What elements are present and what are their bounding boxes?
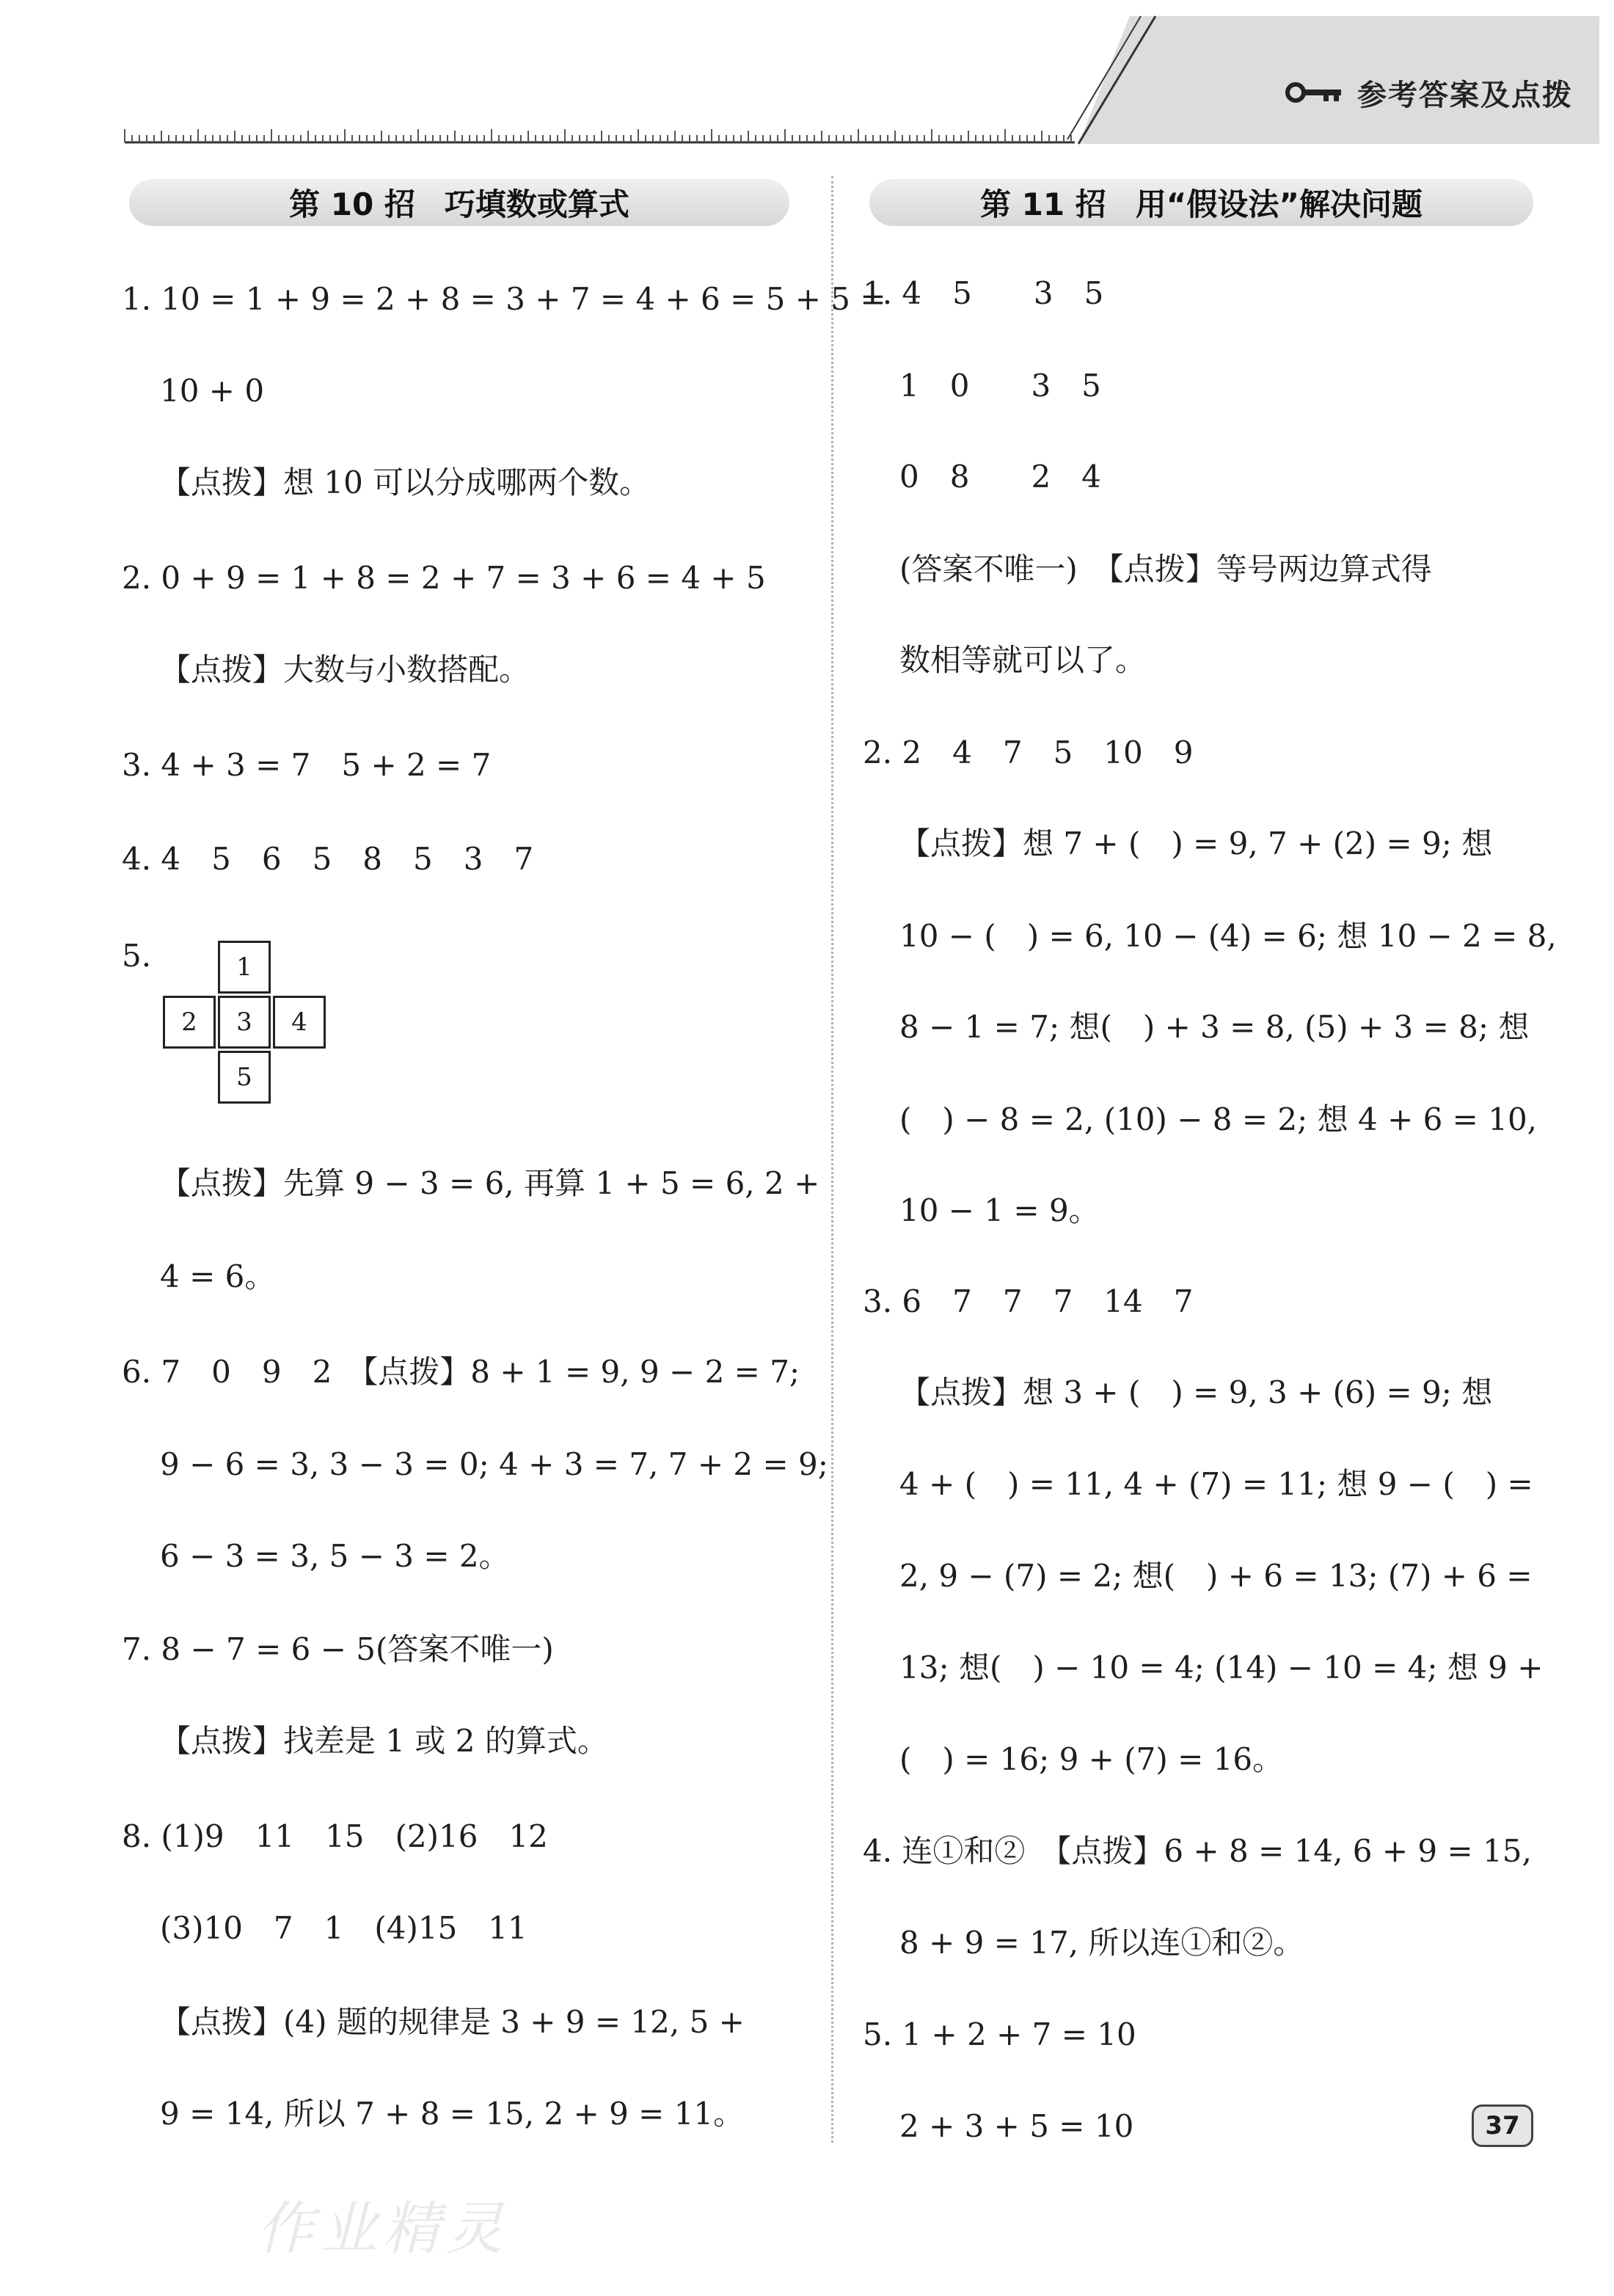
left-line-3: 【点拨】想 10 可以分成哪两个数。: [160, 464, 651, 500]
right-line-1: 1. 4 5 3 5: [863, 275, 1104, 311]
right-line-9: 8 − 1 = 7; 想( ) + 3 = 8, (5) + 3 = 8; 想: [899, 1009, 1530, 1045]
right-line-5: 数相等就可以了。: [899, 642, 1147, 678]
left-line-15: 【点拨】找差是 1 或 2 的算式。: [160, 1723, 608, 1759]
right-line-21: 2 + 3 + 5 = 10: [899, 2108, 1134, 2144]
left-line-14: 7. 8 − 7 = 6 − 5(答案不唯一): [122, 1631, 554, 1667]
key-icon: [1285, 78, 1344, 107]
right-section-number: 第 11 招: [980, 186, 1106, 222]
grid-cell-bottom: 5: [218, 1051, 271, 1104]
right-line-12: 3. 6 7 7 7 14 7: [863, 1283, 1194, 1319]
right-line-6: 2. 2 4 7 5 10 9: [863, 735, 1194, 770]
right-section-title: 用“假设法”解决问题: [1135, 186, 1423, 222]
left-line-4: 2. 0 + 9 = 1 + 8 = 2 + 7 = 3 + 6 = 4 + 5: [122, 560, 766, 596]
right-line-15: 2, 9 − (7) = 2; 想( ) + 6 = 13; (7) + 6 =: [899, 1558, 1533, 1594]
left-line-9: 【点拨】先算 9 − 3 = 6, 再算 1 + 5 = 6, 2 +: [160, 1165, 820, 1201]
grid-cell-left: 2: [163, 996, 216, 1049]
left-line-5: 【点拨】大数与小数搭配。: [160, 652, 530, 688]
left-line-13: 6 − 3 = 3, 5 − 3 = 2。: [160, 1538, 510, 1574]
right-line-4: (答案不唯一) 【点拨】等号两边算式得: [899, 551, 1432, 587]
left-line-12: 9 − 6 = 3, 3 − 3 = 0; 4 + 3 = 7, 7 + 2 = 9;: [160, 1446, 828, 1482]
grid-cell-right: 4: [273, 996, 326, 1049]
grid-cell-center: 3: [218, 996, 271, 1049]
right-line-17: ( ) = 16; 9 + (7) = 16。: [899, 1741, 1284, 1777]
left-line-11: 6. 7 0 9 2 【点拨】8 + 1 = 9, 9 − 2 = 7;: [122, 1354, 800, 1390]
right-line-13: 【点拨】想 3 + ( ) = 9, 3 + (6) = 9; 想: [899, 1374, 1493, 1410]
left-section-heading: [129, 179, 789, 226]
left-line-7: 4. 4 5 6 5 8 5 3 7: [122, 841, 534, 877]
left-section-number: 第 10 招: [289, 186, 415, 222]
left-line-17: (3)10 7 1 (4)15 11: [160, 1910, 527, 1946]
left-line-10: 4 = 6。: [160, 1258, 276, 1294]
watermark: 作业精灵: [257, 2196, 510, 2262]
right-line-7: 【点拨】想 7 + ( ) = 9, 7 + (2) = 9; 想: [899, 826, 1493, 861]
cross-grid: [161, 941, 331, 1114]
left-line-2: 10 + 0: [160, 373, 265, 409]
right-line-3: 0 8 2 4: [899, 459, 1101, 495]
right-line-14: 4 + ( ) = 11, 4 + (7) = 11; 想 9 − ( ) =: [899, 1466, 1533, 1502]
left-line-18: 【点拨】(4) 题的规律是 3 + 9 = 12, 5 +: [160, 2004, 745, 2040]
left-line-1: 1. 10 = 1 + 9 = 2 + 8 = 3 + 7 = 4 + 6 = 5 + 5 =: [122, 281, 886, 317]
right-section-heading: [869, 179, 1533, 226]
left-line-8: 5.: [122, 938, 152, 974]
left-line-6: 3. 4 + 3 = 7 5 + 2 = 7: [122, 747, 492, 783]
right-line-16: 13; 想( ) − 10 = 4; (14) − 10 = 4; 想 9 +: [899, 1650, 1544, 1685]
right-line-10: ( ) − 8 = 2, (10) − 8 = 2; 想 4 + 6 = 10,: [899, 1101, 1538, 1137]
column-divider: [831, 176, 833, 2143]
right-line-2: 1 0 3 5: [899, 368, 1101, 404]
right-line-8: 10 − ( ) = 6, 10 − (4) = 6; 想 10 − 2 = 8,: [899, 918, 1557, 954]
grid-cell-top: 1: [218, 941, 271, 994]
left-line-19: 9 = 14, 所以 7 + 8 = 15, 2 + 9 = 11。: [160, 2096, 745, 2132]
left-line-16: 8. (1)9 11 15 (2)16 12: [122, 1818, 548, 1854]
right-line-18: 4. 连①和② 【点拨】6 + 8 = 14, 6 + 9 = 15,: [863, 1833, 1532, 1869]
right-line-11: 10 − 1 = 9。: [899, 1192, 1100, 1228]
right-line-19: 8 + 9 = 17, 所以连①和②。: [899, 1925, 1304, 1961]
header-title: 参考答案及点拨: [1357, 79, 1573, 112]
page-number: 37: [1472, 2104, 1533, 2147]
left-section-title: 巧填数或算式: [444, 186, 629, 222]
right-line-20: 5. 1 + 2 + 7 = 10: [863, 2016, 1136, 2052]
